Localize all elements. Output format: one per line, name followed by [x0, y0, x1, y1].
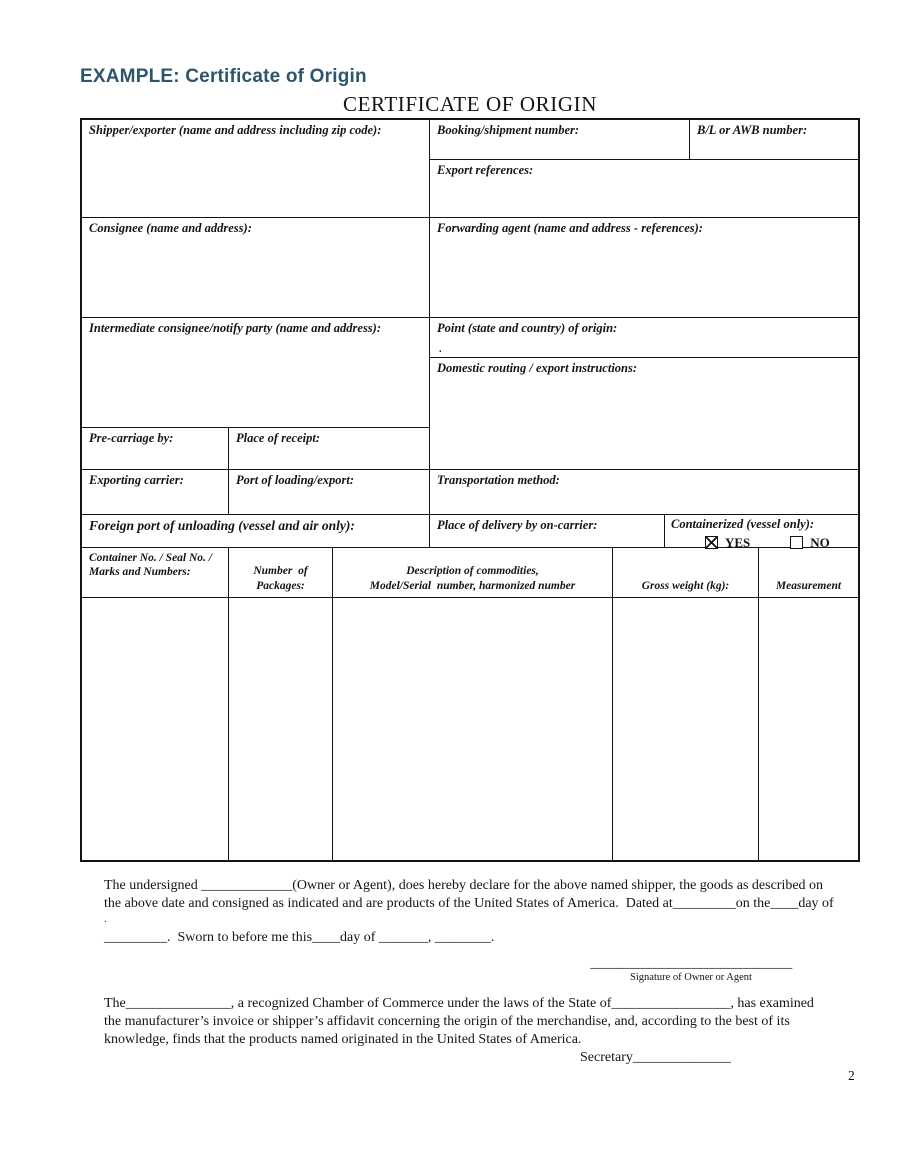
signature-caption: Signature of Owner or Agent [630, 972, 752, 983]
body-description-cell[interactable] [333, 598, 613, 860]
transportation-method-label: Transportation method: [437, 473, 560, 487]
page-number: 2 [848, 1068, 855, 1083]
body-gross-weight-cell[interactable] [613, 598, 759, 860]
body-container-no-cell[interactable] [82, 598, 229, 860]
declaration-line-1: The undersigned _____________(Owner or Agent), does hereby declare for the above named shipper, the goods as described on [104, 878, 824, 893]
place-of-delivery-label: Place of delivery by on-carrier: [437, 518, 598, 532]
exporting-carrier-label: Exporting carrier: [89, 473, 184, 487]
col-description-line2: Model/Serial number, harmonized number [369, 579, 576, 592]
certificate-form [80, 118, 860, 862]
foreign-port-field[interactable] [82, 515, 430, 548]
export-references-field[interactable] [430, 160, 858, 218]
export-references-label: Export references: [437, 163, 534, 177]
col-description-line1: Description of commodities, [406, 565, 539, 578]
secretary-signature-line[interactable]: Secretary______________ [580, 1050, 731, 1065]
point-of-origin-field[interactable] [430, 318, 858, 358]
booking-shipment-field[interactable] [430, 120, 690, 160]
col-container-no-line1: Container No. / Seal No. / [89, 552, 213, 564]
consignee-field[interactable] [82, 218, 430, 318]
chamber-line-3: knowledge, finds that the products named originated in the United States of America. [104, 1032, 582, 1047]
booking-shipment-label: Booking/shipment number: [437, 123, 580, 137]
port-of-loading-field[interactable] [229, 470, 430, 515]
example-heading: EXAMPLE: Certificate of Origin [80, 66, 367, 87]
point-of-origin-label: Point (state and country) of origin: [437, 321, 618, 335]
containerized-no-label: NO [810, 534, 830, 550]
containerized-field [665, 515, 858, 548]
chamber-line-1: The_______________, a recognized Chamber of Commerce under the laws of the State of_________________, has examined [104, 996, 814, 1011]
col-measurement-header [759, 548, 858, 598]
col-container-no-header [82, 548, 229, 598]
declaration-paragraph-1 [104, 877, 834, 947]
col-packages-header [229, 548, 333, 598]
domestic-routing-label: Domestic routing / export instructions: [437, 361, 638, 375]
col-gross-weight-header [613, 548, 759, 598]
exporting-carrier-field[interactable] [82, 470, 229, 515]
consignee-label: Consignee (name and address): [89, 221, 252, 235]
place-of-delivery-field[interactable] [430, 515, 665, 548]
declaration-sworn-line: _________. Sworn to before me this____day of _______, ________. [104, 930, 495, 945]
declaration-paragraph-2 [104, 995, 814, 1067]
place-of-receipt-label: Place of receipt: [236, 431, 320, 445]
col-container-no-line2: Marks and Numbers: [89, 566, 191, 579]
intermediate-consignee-label: Intermediate consignee/notify party (name and address): [89, 321, 381, 335]
certificate-title: CERTIFICATE OF ORIGIN [342, 92, 597, 116]
bl-awb-field[interactable] [690, 120, 858, 160]
shipper-exporter-field[interactable] [82, 120, 430, 218]
containerized-yes-label: YES [725, 534, 751, 550]
col-measurement-label: Measurement [775, 579, 842, 592]
bl-awb-label: B/L or AWB number: [697, 123, 808, 137]
body-measurement-cell[interactable] [759, 598, 858, 860]
place-of-receipt-field[interactable] [229, 428, 430, 470]
chamber-line-2: the manufacturer’s invoice or shipper’s affidavit concerning the origin of the merchandise, and, according to the best of its [104, 1014, 790, 1029]
col-description-header [333, 548, 613, 598]
domestic-routing-field[interactable] [430, 358, 858, 470]
col-gross-weight-label: Gross weight (kg): [641, 579, 730, 592]
port-of-loading-label: Port of loading/export: [236, 473, 355, 487]
pre-carriage-label: Pre-carriage by: [89, 431, 174, 445]
pre-carriage-field[interactable] [82, 428, 229, 470]
declaration-stray-mark: . [104, 914, 107, 925]
shipper-exporter-label: Shipper/exporter (name and address including zip code): [89, 123, 382, 137]
body-packages-cell[interactable] [229, 598, 333, 860]
intermediate-consignee-field[interactable] [82, 318, 430, 428]
containerized-label: Containerized (vessel only): [671, 517, 815, 531]
col-packages-line2: Packages: [256, 579, 305, 592]
declaration-line-2: the above date and consigned as indicated and are products of the United States of America. Dated at_________on the____day of [104, 896, 834, 911]
signature-line[interactable]: _______________________________ [590, 956, 792, 971]
point-of-origin-note: . [439, 343, 442, 355]
forwarding-agent-label: Forwarding agent (name and address - references): [437, 221, 703, 235]
col-packages-line1: Number of [253, 565, 308, 578]
foreign-port-label: Foreign port of unloading (vessel and air only): [89, 518, 355, 533]
signature-block [584, 957, 798, 984]
transportation-method-field[interactable] [430, 470, 858, 515]
forwarding-agent-field[interactable] [430, 218, 858, 318]
